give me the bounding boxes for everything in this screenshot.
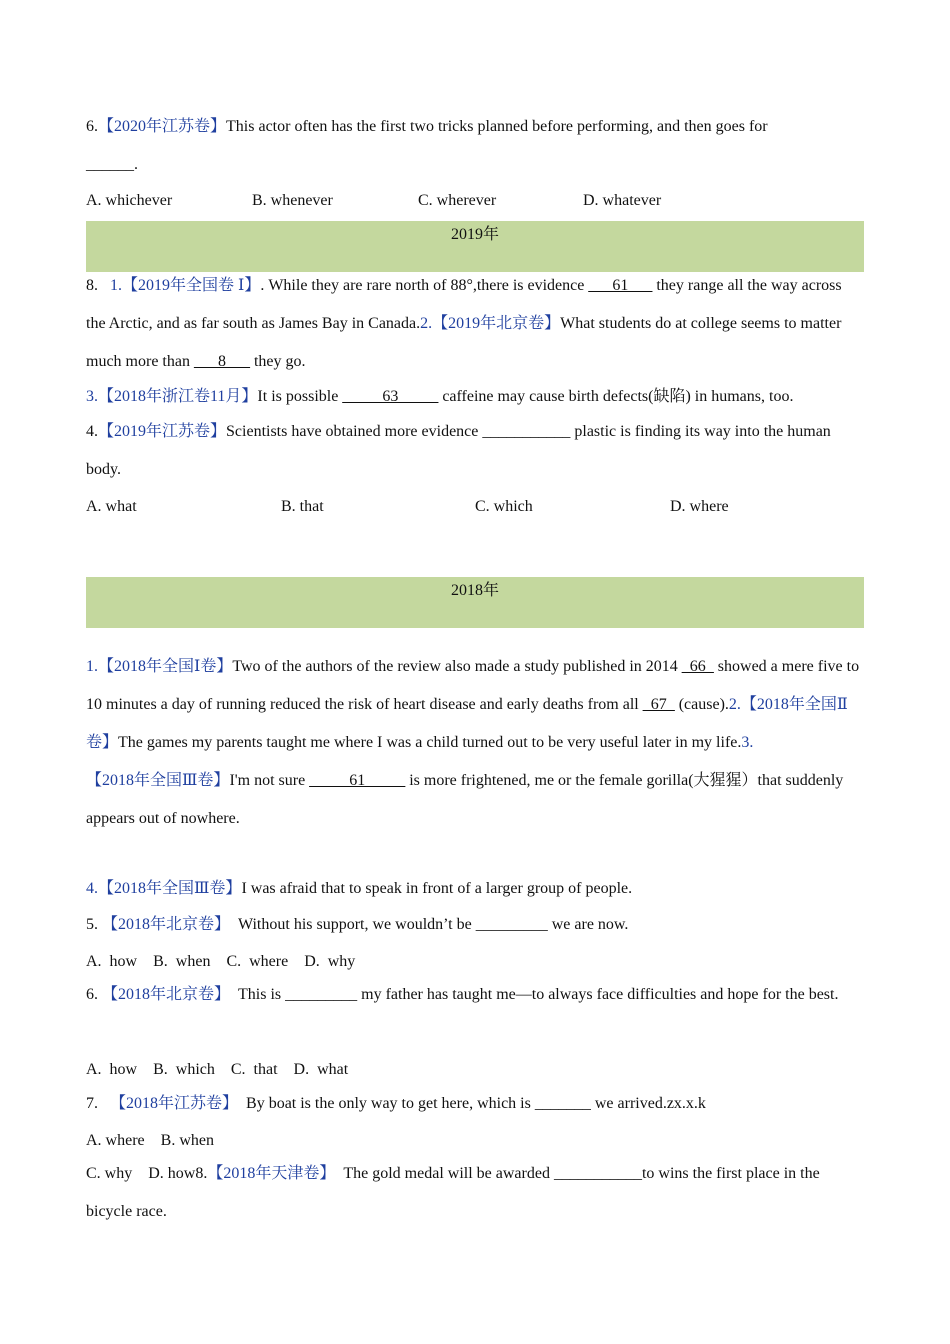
question-number: 1. <box>110 277 122 294</box>
question-text: Without his support, we wouldn’t be _________ we are now. <box>238 916 629 933</box>
questions-2018-paragraph <box>86 648 864 838</box>
source-tag: 【2019年江苏卷】 <box>98 423 227 440</box>
source-tag: 【2018年全国Ⅰ卷】 <box>98 658 233 675</box>
question-text: Scientists have obtained more evidence ___________ plastic is finding its way into the human body. <box>86 423 831 478</box>
question-number: 8. <box>195 1165 208 1182</box>
question-text: I was afraid that to speak in front of a larger group of people. <box>241 880 633 897</box>
answer-blank: ______. <box>86 156 138 173</box>
source-tag: 【2018年北京卷】 <box>102 986 231 1003</box>
source-tag: 【2018年全国Ⅲ卷】 <box>86 772 230 789</box>
answer-blank: ___61___ <box>588 277 653 294</box>
question-text: What students do at college seems to matter much more than <box>86 315 842 370</box>
question-5-2018 <box>86 906 864 944</box>
question-number: 3. <box>741 734 754 751</box>
source-tag: 【2018年天津卷】 <box>207 1165 336 1182</box>
option-d: D. where <box>670 498 729 515</box>
options-row: C. why D. how <box>86 1165 196 1182</box>
source-tag: 【2019年北京卷】 <box>432 315 561 332</box>
answer-blank: _____61_____ <box>309 772 406 789</box>
question-7-2018 <box>86 1085 864 1123</box>
question-text: caffeine may cause birth defects(缺陷) in humans, too. <box>438 388 794 405</box>
source-tag: 【2018年江苏卷】 <box>110 1095 239 1112</box>
option-a: A. what <box>86 498 137 515</box>
question-number: 1. <box>86 658 98 675</box>
section-title: 2018年 <box>450 582 499 599</box>
question-number: 2. <box>420 315 433 332</box>
options-row: A. how B. when C. where D. why <box>86 953 356 970</box>
options-row: A. how B. which C. that D. what <box>86 1061 349 1078</box>
source-tag: 【2018年全国Ⅲ卷】 <box>98 880 242 897</box>
option-a: A. whichever <box>86 192 173 209</box>
source-tag: 【2018年全国Ⅱ卷】 <box>86 696 848 751</box>
answer-blank: ___8___ <box>193 353 250 370</box>
question-text: The gold medal will be awarded ___________to wins the first place in the bicycle race. <box>86 1165 820 1220</box>
source-tag: 【2018年北京卷】 <box>102 916 231 933</box>
question-number: 4. <box>86 880 98 897</box>
question-text: It is possible <box>257 388 343 405</box>
section-header-2018 <box>86 577 864 628</box>
option-c: C. wherever <box>418 192 497 209</box>
question-text: This is _________ my father has taught me—to always face difficulties and hope for the best. <box>238 986 839 1003</box>
question-6-2020 <box>86 108 864 184</box>
source-tag: 【2019年全国卷 Ⅰ】 <box>122 277 261 294</box>
answer-blank: _____63_____ <box>342 388 439 405</box>
question-3-2019 <box>86 378 864 416</box>
question-number: 6. <box>86 986 98 1003</box>
options-row: A. where B. when <box>86 1132 214 1149</box>
option-c: C. which <box>475 498 533 515</box>
source-tag: 【2018年浙江卷11月】 <box>98 388 258 405</box>
question-number: 5. <box>86 916 98 933</box>
question-text: . While they are rare north of 88°,there is evidence <box>260 277 589 294</box>
question-text: By boat is the only way to get here, which is _______ we arrived.zx.x.k <box>246 1095 706 1112</box>
question-text: is more frightened, me or the female gorilla(大猩猩）that suddenly appears out of nowhere. <box>86 772 844 827</box>
question-number: 4. <box>86 423 98 440</box>
section-header-2019 <box>86 221 864 272</box>
question-text: This actor often has the first two tricks planned before performing, and then goes for <box>226 118 768 135</box>
option-b: B. whenever <box>252 192 333 209</box>
question-8-2018 <box>86 1155 864 1231</box>
option-b: B. that <box>281 498 324 515</box>
section-title: 2019年 <box>450 226 499 243</box>
question-number: 7. <box>86 1095 98 1112</box>
lead-number: 8. <box>86 277 98 294</box>
question-text: showed a mere five to 10 minutes a day of running reduced the risk of heart disease and early deaths from all <box>86 658 860 713</box>
question-number: 2. <box>728 696 741 713</box>
source-tag: 【2020年江苏卷】 <box>98 118 227 135</box>
answer-blank: _66_ <box>681 658 714 675</box>
option-d: D. whatever <box>583 192 662 209</box>
question-number: 6. <box>86 118 98 135</box>
question-text: (cause). <box>674 696 729 713</box>
question-text: they go. <box>249 353 306 370</box>
answer-blank: _67_ <box>642 696 675 713</box>
question-4-2019 <box>86 413 864 489</box>
questions-2019-paragraph <box>86 267 864 381</box>
question-4-2018 <box>86 870 864 908</box>
question-text: Two of the authors of the review also made a study published in 2014 <box>232 658 682 675</box>
question-text: The games my parents taught me where I was a child turned out to be very useful later in my life. <box>118 734 742 751</box>
question-text: I'm not sure <box>229 772 310 789</box>
question-text: they range all the way across the Arctic, and as far south as James Bay in Canada. <box>86 277 842 332</box>
question-6-2018 <box>86 976 864 1014</box>
question-number: 3. <box>86 388 98 405</box>
